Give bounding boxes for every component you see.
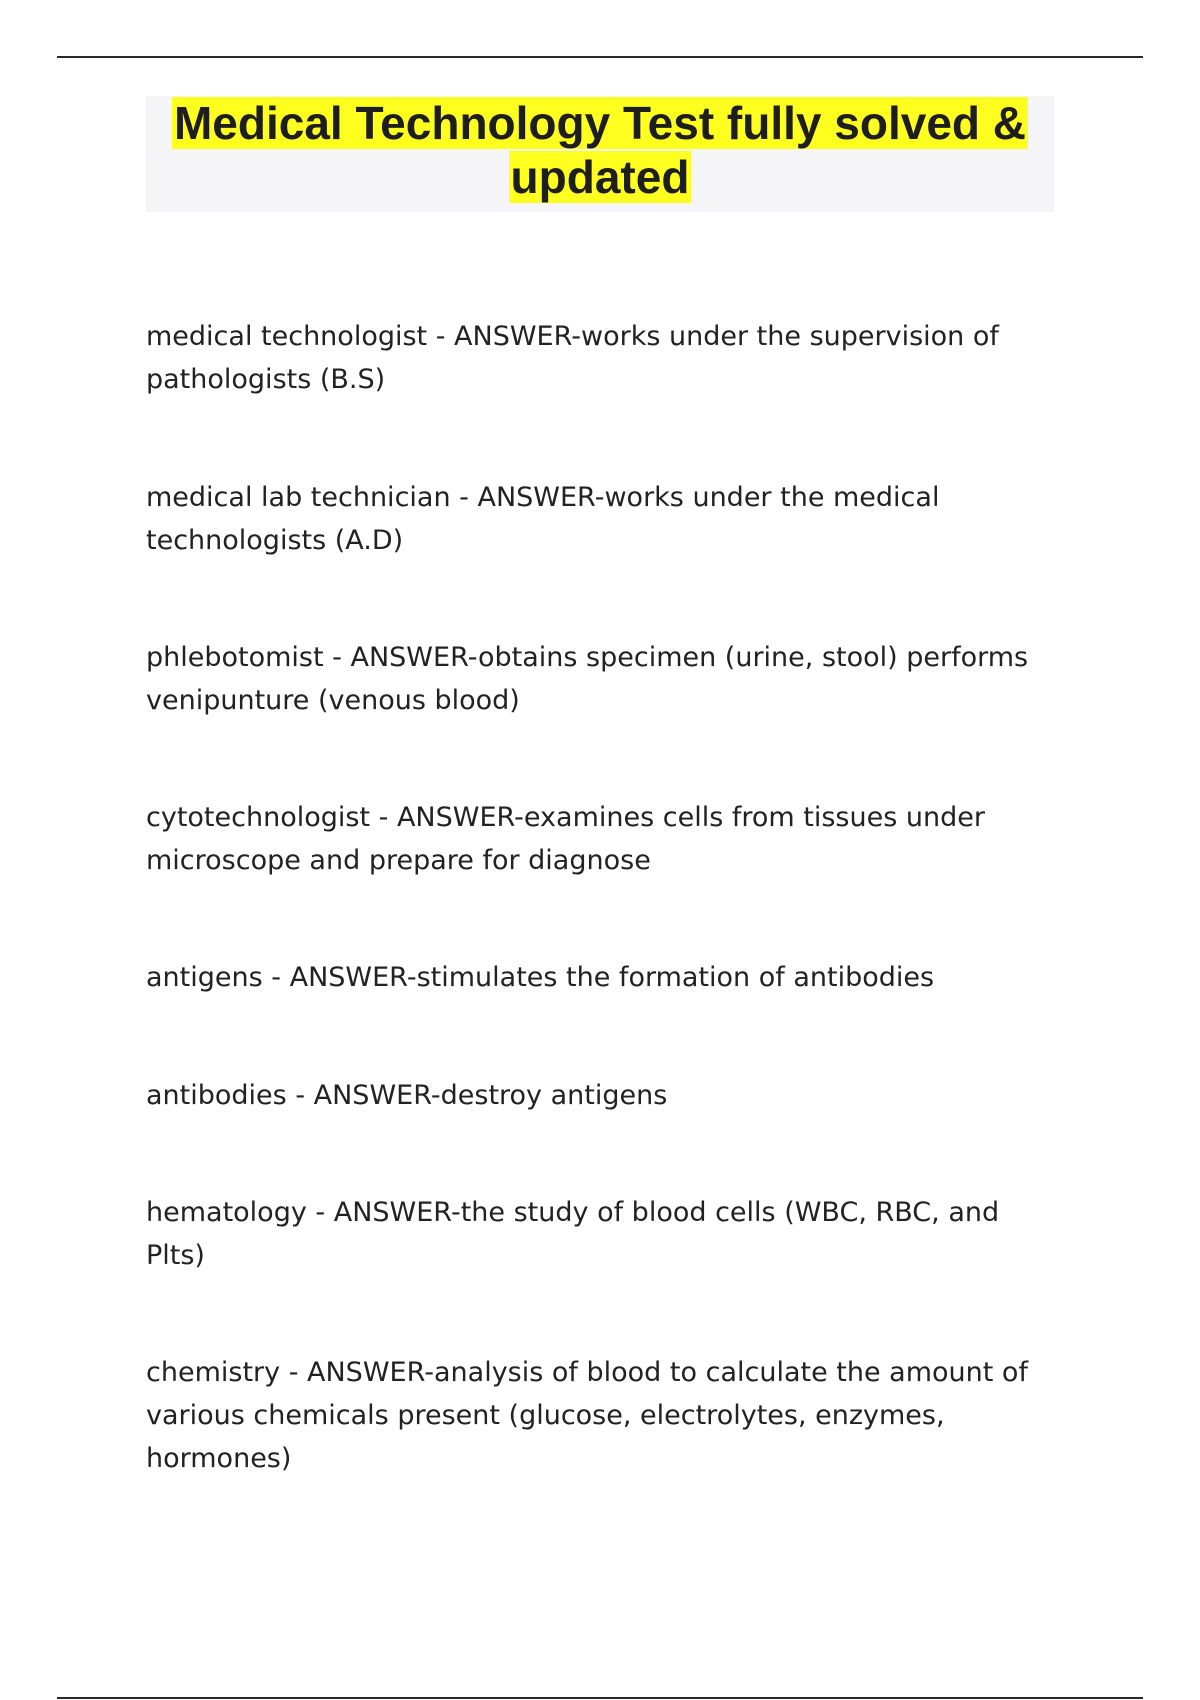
qa-separator: - ANSWER-: [323, 642, 478, 673]
qa-item: [146, 1351, 1046, 1480]
qa-separator: - ANSWER-: [370, 802, 524, 833]
qa-answer: works under the medical technologists (A.D): [146, 482, 940, 556]
qa-list: [146, 315, 1046, 1480]
qa-item: [146, 636, 1046, 722]
qa-separator: - ANSWER-: [306, 1197, 461, 1228]
qa-answer: obtains specimen (urine, stool) performs venipunture (venous blood): [146, 642, 1029, 716]
qa-term: chemistry: [146, 1357, 281, 1388]
qa-separator: - ANSWER-: [450, 482, 605, 513]
qa-answer: the study of blood cells (WBC, RBC, and Plts): [146, 1197, 1000, 1271]
qa-item: [146, 1191, 1046, 1277]
qa-separator: - ANSWER-: [427, 321, 582, 352]
qa-separator: - ANSWER-: [286, 1080, 441, 1111]
qa-term: medical technologist: [146, 321, 428, 352]
title-block: [146, 96, 1054, 212]
top-rule: [57, 56, 1143, 58]
qa-answer: destroy antigens: [440, 1080, 668, 1111]
qa-item: [146, 476, 1046, 562]
qa-term: hematology: [146, 1197, 307, 1228]
qa-term: medical lab technician: [146, 482, 451, 513]
qa-answer: stimulates the formation of antibodies: [416, 962, 935, 993]
title-line-2: updated: [510, 151, 690, 203]
title-line-1: Medical Technology Test fully solved &: [173, 97, 1026, 149]
bottom-rule: [57, 1697, 1143, 1699]
qa-item: [146, 956, 1046, 999]
qa-item: [146, 796, 1046, 882]
page-title: [146, 96, 1054, 204]
qa-term: antibodies: [146, 1080, 287, 1111]
qa-item: [146, 1074, 1046, 1117]
qa-answer: works under the supervision of pathologists (B.S): [146, 321, 999, 395]
qa-separator: - ANSWER-: [262, 962, 417, 993]
qa-answer: examines cells from tissues under microscope and prepare for diagnose: [146, 802, 985, 876]
qa-item: [146, 315, 1046, 401]
qa-term: phlebotomist: [146, 642, 324, 673]
qa-term: antigens: [146, 962, 263, 993]
qa-answer: analysis of blood to calculate the amount of various chemicals present (glucose, electrolytes, enzymes, hormones): [146, 1357, 1028, 1474]
qa-separator: - ANSWER-: [280, 1357, 434, 1388]
qa-term: cytotechnologist: [146, 802, 371, 833]
